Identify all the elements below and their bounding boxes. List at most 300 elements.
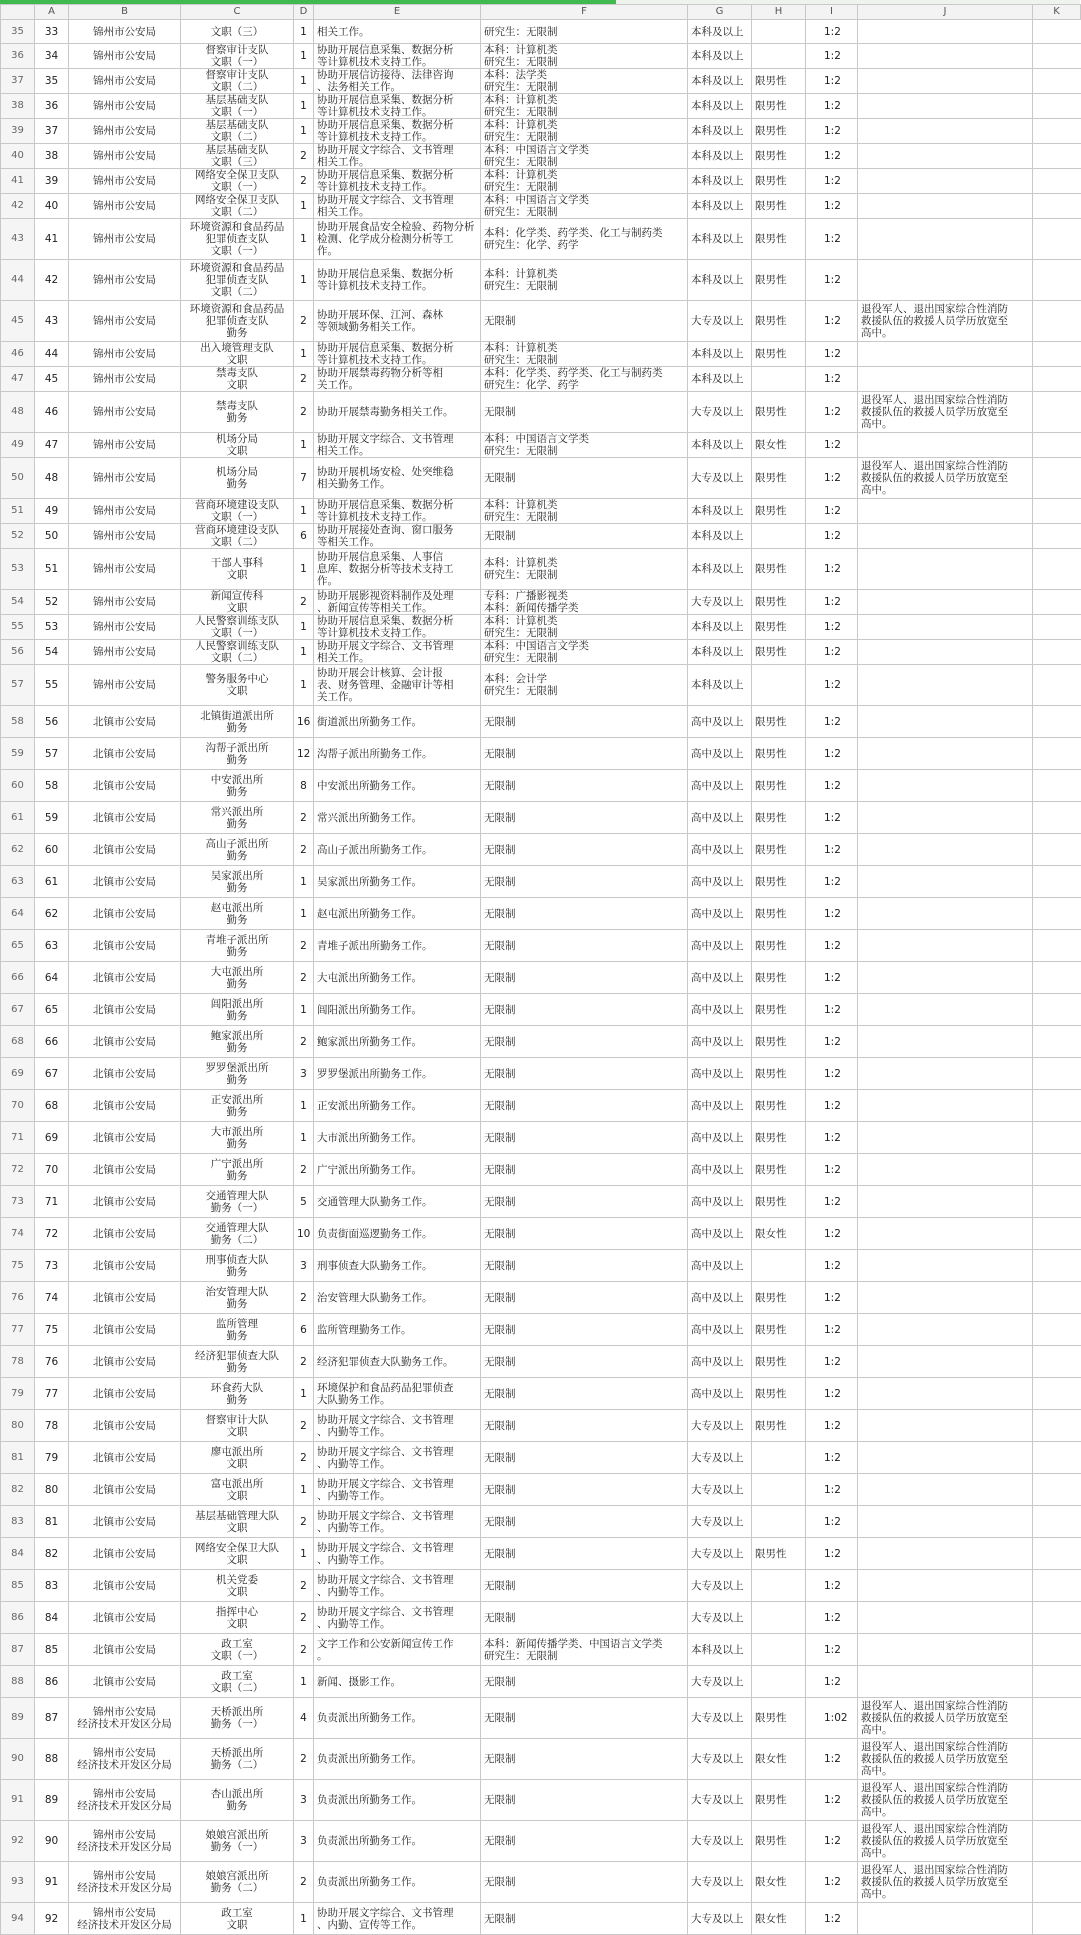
cell-g[interactable] xyxy=(688,367,752,392)
cell-a[interactable] xyxy=(35,260,69,301)
row-number[interactable]: 49 xyxy=(1,433,35,458)
cell-b[interactable] xyxy=(69,549,181,590)
cell-j[interactable] xyxy=(858,367,1033,392)
cell-k[interactable] xyxy=(1033,590,1081,615)
cell-c[interactable] xyxy=(181,1442,294,1474)
cell-f[interactable] xyxy=(481,69,688,94)
cell-d[interactable] xyxy=(294,194,314,219)
cell-k[interactable] xyxy=(1033,1903,1081,1935)
cell-d[interactable] xyxy=(294,1410,314,1442)
cell-b[interactable] xyxy=(69,1410,181,1442)
cell-i[interactable] xyxy=(806,1666,858,1698)
row-number[interactable]: 54 xyxy=(1,590,35,615)
cell-k[interactable] xyxy=(1033,1602,1081,1634)
cell-g[interactable] xyxy=(688,738,752,770)
cell-d[interactable] xyxy=(294,1218,314,1250)
cell-b[interactable] xyxy=(69,994,181,1026)
cell-b[interactable] xyxy=(69,706,181,738)
cell-b[interactable] xyxy=(69,1634,181,1666)
cell-g[interactable] xyxy=(688,219,752,260)
cell-g[interactable] xyxy=(688,169,752,194)
cell-e[interactable] xyxy=(314,392,481,433)
cell-i[interactable] xyxy=(806,706,858,738)
cell-g[interactable] xyxy=(688,1250,752,1282)
cell-j[interactable] xyxy=(858,44,1033,69)
cell-e[interactable] xyxy=(314,342,481,367)
cell-g[interactable] xyxy=(688,1442,752,1474)
cell-k[interactable] xyxy=(1033,1378,1081,1410)
cell-i[interactable] xyxy=(806,549,858,590)
cell-a[interactable] xyxy=(35,962,69,994)
cell-c[interactable] xyxy=(181,1698,294,1739)
cell-a[interactable] xyxy=(35,1634,69,1666)
cell-g[interactable] xyxy=(688,69,752,94)
cell-a[interactable] xyxy=(35,640,69,665)
cell-b[interactable] xyxy=(69,367,181,392)
cell-d[interactable] xyxy=(294,1026,314,1058)
cell-d[interactable] xyxy=(294,1250,314,1282)
cell-b[interactable] xyxy=(69,770,181,802)
cell-b[interactable] xyxy=(69,1666,181,1698)
cell-j[interactable] xyxy=(858,930,1033,962)
cell-c[interactable] xyxy=(181,770,294,802)
cell-d[interactable] xyxy=(294,770,314,802)
cell-j[interactable] xyxy=(858,994,1033,1026)
cell-e[interactable] xyxy=(314,994,481,1026)
cell-g[interactable] xyxy=(688,834,752,866)
cell-f[interactable] xyxy=(481,738,688,770)
cell-a[interactable] xyxy=(35,194,69,219)
cell-k[interactable] xyxy=(1033,458,1081,499)
cell-j[interactable] xyxy=(858,738,1033,770)
cell-h[interactable] xyxy=(752,1186,806,1218)
cell-c[interactable] xyxy=(181,44,294,69)
cell-h[interactable] xyxy=(752,1282,806,1314)
cell-c[interactable] xyxy=(181,665,294,706)
cell-c[interactable] xyxy=(181,392,294,433)
cell-d[interactable] xyxy=(294,119,314,144)
cell-d[interactable] xyxy=(294,1821,314,1862)
cell-f[interactable] xyxy=(481,1538,688,1570)
cell-k[interactable] xyxy=(1033,1090,1081,1122)
cell-e[interactable] xyxy=(314,1186,481,1218)
cell-g[interactable] xyxy=(688,194,752,219)
cell-a[interactable] xyxy=(35,433,69,458)
column-header-h[interactable]: H xyxy=(752,5,806,20)
cell-i[interactable] xyxy=(806,194,858,219)
cell-k[interactable] xyxy=(1033,194,1081,219)
cell-d[interactable] xyxy=(294,458,314,499)
cell-c[interactable] xyxy=(181,1346,294,1378)
cell-h[interactable] xyxy=(752,1090,806,1122)
column-header-j[interactable]: J xyxy=(858,5,1033,20)
cell-a[interactable] xyxy=(35,770,69,802)
cell-i[interactable] xyxy=(806,1739,858,1780)
cell-a[interactable] xyxy=(35,1602,69,1634)
cell-b[interactable] xyxy=(69,194,181,219)
cell-f[interactable] xyxy=(481,1570,688,1602)
cell-i[interactable] xyxy=(806,962,858,994)
cell-k[interactable] xyxy=(1033,1410,1081,1442)
cell-j[interactable] xyxy=(858,770,1033,802)
cell-k[interactable] xyxy=(1033,665,1081,706)
cell-d[interactable] xyxy=(294,834,314,866)
cell-c[interactable] xyxy=(181,834,294,866)
cell-f[interactable] xyxy=(481,433,688,458)
cell-j[interactable] xyxy=(858,1634,1033,1666)
column-header-e[interactable]: E xyxy=(314,5,481,20)
row-number[interactable]: 86 xyxy=(1,1602,35,1634)
cell-e[interactable] xyxy=(314,1739,481,1780)
cell-i[interactable] xyxy=(806,20,858,44)
column-header-c[interactable]: C xyxy=(181,5,294,20)
row-number[interactable]: 90 xyxy=(1,1739,35,1780)
cell-f[interactable] xyxy=(481,1442,688,1474)
cell-j[interactable] xyxy=(858,1122,1033,1154)
cell-g[interactable] xyxy=(688,44,752,69)
select-all-corner[interactable] xyxy=(1,5,35,20)
cell-e[interactable] xyxy=(314,260,481,301)
cell-f[interactable] xyxy=(481,1346,688,1378)
cell-g[interactable] xyxy=(688,1602,752,1634)
cell-a[interactable] xyxy=(35,1122,69,1154)
cell-h[interactable] xyxy=(752,1634,806,1666)
cell-b[interactable] xyxy=(69,169,181,194)
cell-g[interactable] xyxy=(688,1698,752,1739)
cell-c[interactable] xyxy=(181,706,294,738)
cell-c[interactable] xyxy=(181,94,294,119)
cell-e[interactable] xyxy=(314,1442,481,1474)
cell-g[interactable] xyxy=(688,590,752,615)
cell-j[interactable] xyxy=(858,802,1033,834)
cell-c[interactable] xyxy=(181,433,294,458)
row-number[interactable]: 81 xyxy=(1,1442,35,1474)
cell-g[interactable] xyxy=(688,549,752,590)
cell-d[interactable] xyxy=(294,1058,314,1090)
cell-k[interactable] xyxy=(1033,119,1081,144)
cell-c[interactable] xyxy=(181,1474,294,1506)
cell-e[interactable] xyxy=(314,458,481,499)
cell-i[interactable] xyxy=(806,1090,858,1122)
cell-c[interactable] xyxy=(181,1218,294,1250)
cell-h[interactable] xyxy=(752,802,806,834)
cell-e[interactable] xyxy=(314,1250,481,1282)
cell-d[interactable] xyxy=(294,219,314,260)
cell-i[interactable] xyxy=(806,640,858,665)
cell-d[interactable] xyxy=(294,1780,314,1821)
cell-f[interactable] xyxy=(481,962,688,994)
cell-j[interactable] xyxy=(858,962,1033,994)
cell-i[interactable] xyxy=(806,1154,858,1186)
cell-f[interactable] xyxy=(481,194,688,219)
row-number[interactable]: 52 xyxy=(1,524,35,549)
cell-j[interactable] xyxy=(858,1410,1033,1442)
cell-b[interactable] xyxy=(69,1090,181,1122)
cell-e[interactable] xyxy=(314,44,481,69)
cell-f[interactable] xyxy=(481,1026,688,1058)
cell-a[interactable] xyxy=(35,1666,69,1698)
cell-f[interactable] xyxy=(481,392,688,433)
cell-i[interactable] xyxy=(806,1602,858,1634)
cell-a[interactable] xyxy=(35,1442,69,1474)
cell-a[interactable] xyxy=(35,615,69,640)
cell-g[interactable] xyxy=(688,962,752,994)
cell-h[interactable] xyxy=(752,69,806,94)
cell-h[interactable] xyxy=(752,499,806,524)
cell-c[interactable] xyxy=(181,458,294,499)
cell-b[interactable] xyxy=(69,119,181,144)
cell-g[interactable] xyxy=(688,342,752,367)
cell-d[interactable] xyxy=(294,1346,314,1378)
cell-h[interactable] xyxy=(752,20,806,44)
cell-h[interactable] xyxy=(752,590,806,615)
cell-j[interactable] xyxy=(858,144,1033,169)
cell-c[interactable] xyxy=(181,342,294,367)
cell-j[interactable] xyxy=(858,499,1033,524)
cell-e[interactable] xyxy=(314,20,481,44)
cell-h[interactable] xyxy=(752,930,806,962)
cell-k[interactable] xyxy=(1033,549,1081,590)
cell-i[interactable] xyxy=(806,1218,858,1250)
cell-h[interactable] xyxy=(752,524,806,549)
cell-g[interactable] xyxy=(688,1903,752,1935)
cell-a[interactable] xyxy=(35,1538,69,1570)
cell-b[interactable] xyxy=(69,1250,181,1282)
cell-c[interactable] xyxy=(181,1634,294,1666)
cell-a[interactable] xyxy=(35,549,69,590)
cell-i[interactable] xyxy=(806,1570,858,1602)
cell-d[interactable] xyxy=(294,1282,314,1314)
cell-a[interactable] xyxy=(35,119,69,144)
cell-a[interactable] xyxy=(35,1903,69,1935)
cell-j[interactable] xyxy=(858,706,1033,738)
cell-i[interactable] xyxy=(806,69,858,94)
cell-h[interactable] xyxy=(752,549,806,590)
cell-f[interactable] xyxy=(481,301,688,342)
cell-f[interactable] xyxy=(481,898,688,930)
cell-h[interactable] xyxy=(752,706,806,738)
cell-i[interactable] xyxy=(806,219,858,260)
cell-i[interactable] xyxy=(806,524,858,549)
cell-i[interactable] xyxy=(806,144,858,169)
cell-a[interactable] xyxy=(35,342,69,367)
cell-h[interactable] xyxy=(752,1821,806,1862)
cell-c[interactable] xyxy=(181,524,294,549)
cell-a[interactable] xyxy=(35,994,69,1026)
cell-i[interactable] xyxy=(806,1282,858,1314)
row-number[interactable]: 40 xyxy=(1,144,35,169)
cell-d[interactable] xyxy=(294,1903,314,1935)
cell-g[interactable] xyxy=(688,994,752,1026)
row-number[interactable]: 59 xyxy=(1,738,35,770)
cell-k[interactable] xyxy=(1033,1474,1081,1506)
cell-e[interactable] xyxy=(314,144,481,169)
cell-c[interactable] xyxy=(181,219,294,260)
cell-a[interactable] xyxy=(35,1570,69,1602)
column-header-f[interactable]: F xyxy=(481,5,688,20)
cell-b[interactable] xyxy=(69,94,181,119)
cell-h[interactable] xyxy=(752,1154,806,1186)
cell-h[interactable] xyxy=(752,119,806,144)
cell-d[interactable] xyxy=(294,1634,314,1666)
cell-c[interactable] xyxy=(181,367,294,392)
cell-h[interactable] xyxy=(752,1026,806,1058)
cell-d[interactable] xyxy=(294,898,314,930)
cell-e[interactable] xyxy=(314,802,481,834)
cell-e[interactable] xyxy=(314,524,481,549)
cell-h[interactable] xyxy=(752,1739,806,1780)
cell-b[interactable] xyxy=(69,615,181,640)
cell-j[interactable] xyxy=(858,194,1033,219)
cell-k[interactable] xyxy=(1033,1780,1081,1821)
cell-d[interactable] xyxy=(294,367,314,392)
cell-e[interactable] xyxy=(314,898,481,930)
cell-a[interactable] xyxy=(35,1058,69,1090)
cell-b[interactable] xyxy=(69,590,181,615)
cell-i[interactable] xyxy=(806,1474,858,1506)
cell-f[interactable] xyxy=(481,1378,688,1410)
cell-c[interactable] xyxy=(181,169,294,194)
cell-h[interactable] xyxy=(752,1602,806,1634)
cell-h[interactable] xyxy=(752,433,806,458)
cell-h[interactable] xyxy=(752,898,806,930)
cell-c[interactable] xyxy=(181,119,294,144)
cell-e[interactable] xyxy=(314,69,481,94)
row-number[interactable]: 91 xyxy=(1,1780,35,1821)
cell-k[interactable] xyxy=(1033,706,1081,738)
cell-f[interactable] xyxy=(481,1739,688,1780)
cell-j[interactable] xyxy=(858,458,1033,499)
cell-b[interactable] xyxy=(69,392,181,433)
row-number[interactable]: 85 xyxy=(1,1570,35,1602)
cell-c[interactable] xyxy=(181,738,294,770)
cell-a[interactable] xyxy=(35,802,69,834)
cell-j[interactable] xyxy=(858,1506,1033,1538)
cell-f[interactable] xyxy=(481,930,688,962)
cell-j[interactable] xyxy=(858,1218,1033,1250)
cell-f[interactable] xyxy=(481,342,688,367)
cell-e[interactable] xyxy=(314,1780,481,1821)
cell-a[interactable] xyxy=(35,1739,69,1780)
cell-g[interactable] xyxy=(688,665,752,706)
cell-k[interactable] xyxy=(1033,144,1081,169)
cell-a[interactable] xyxy=(35,1314,69,1346)
cell-k[interactable] xyxy=(1033,802,1081,834)
cell-g[interactable] xyxy=(688,20,752,44)
cell-j[interactable] xyxy=(858,665,1033,706)
cell-g[interactable] xyxy=(688,1154,752,1186)
cell-c[interactable] xyxy=(181,20,294,44)
cell-j[interactable] xyxy=(858,1378,1033,1410)
cell-k[interactable] xyxy=(1033,640,1081,665)
cell-g[interactable] xyxy=(688,706,752,738)
cell-j[interactable] xyxy=(858,834,1033,866)
cell-f[interactable] xyxy=(481,1090,688,1122)
cell-g[interactable] xyxy=(688,260,752,301)
cell-b[interactable] xyxy=(69,640,181,665)
cell-e[interactable] xyxy=(314,1346,481,1378)
cell-i[interactable] xyxy=(806,260,858,301)
cell-e[interactable] xyxy=(314,866,481,898)
cell-g[interactable] xyxy=(688,1090,752,1122)
cell-k[interactable] xyxy=(1033,866,1081,898)
cell-h[interactable] xyxy=(752,665,806,706)
cell-d[interactable] xyxy=(294,930,314,962)
cell-e[interactable] xyxy=(314,1903,481,1935)
cell-j[interactable] xyxy=(858,1821,1033,1862)
cell-j[interactable] xyxy=(858,1250,1033,1282)
cell-d[interactable] xyxy=(294,802,314,834)
cell-e[interactable] xyxy=(314,1218,481,1250)
cell-e[interactable] xyxy=(314,615,481,640)
row-number[interactable]: 92 xyxy=(1,1821,35,1862)
cell-f[interactable] xyxy=(481,640,688,665)
cell-g[interactable] xyxy=(688,1410,752,1442)
cell-d[interactable] xyxy=(294,590,314,615)
cell-e[interactable] xyxy=(314,590,481,615)
cell-g[interactable] xyxy=(688,1346,752,1378)
cell-a[interactable] xyxy=(35,20,69,44)
cell-e[interactable] xyxy=(314,706,481,738)
cell-c[interactable] xyxy=(181,1282,294,1314)
cell-j[interactable] xyxy=(858,1602,1033,1634)
cell-k[interactable] xyxy=(1033,499,1081,524)
cell-d[interactable] xyxy=(294,1314,314,1346)
cell-h[interactable] xyxy=(752,866,806,898)
cell-e[interactable] xyxy=(314,1282,481,1314)
cell-c[interactable] xyxy=(181,1154,294,1186)
cell-c[interactable] xyxy=(181,1821,294,1862)
cell-j[interactable] xyxy=(858,615,1033,640)
cell-d[interactable] xyxy=(294,1602,314,1634)
cell-h[interactable] xyxy=(752,994,806,1026)
cell-k[interactable] xyxy=(1033,994,1081,1026)
cell-e[interactable] xyxy=(314,1666,481,1698)
cell-d[interactable] xyxy=(294,69,314,94)
cell-a[interactable] xyxy=(35,665,69,706)
cell-h[interactable] xyxy=(752,834,806,866)
cell-b[interactable] xyxy=(69,1862,181,1903)
cell-j[interactable] xyxy=(858,1346,1033,1378)
cell-a[interactable] xyxy=(35,1186,69,1218)
cell-j[interactable] xyxy=(858,1186,1033,1218)
cell-k[interactable] xyxy=(1033,524,1081,549)
cell-i[interactable] xyxy=(806,1346,858,1378)
cell-d[interactable] xyxy=(294,1862,314,1903)
cell-a[interactable] xyxy=(35,1250,69,1282)
cell-g[interactable] xyxy=(688,1780,752,1821)
cell-j[interactable] xyxy=(858,1903,1033,1935)
cell-b[interactable] xyxy=(69,20,181,44)
cell-c[interactable] xyxy=(181,802,294,834)
cell-g[interactable] xyxy=(688,301,752,342)
cell-j[interactable] xyxy=(858,1026,1033,1058)
cell-f[interactable] xyxy=(481,1218,688,1250)
row-number[interactable]: 44 xyxy=(1,260,35,301)
cell-h[interactable] xyxy=(752,301,806,342)
cell-a[interactable] xyxy=(35,1378,69,1410)
cell-e[interactable] xyxy=(314,1538,481,1570)
cell-i[interactable] xyxy=(806,866,858,898)
cell-g[interactable] xyxy=(688,898,752,930)
cell-e[interactable] xyxy=(314,1698,481,1739)
cell-h[interactable] xyxy=(752,458,806,499)
cell-b[interactable] xyxy=(69,930,181,962)
row-number[interactable]: 61 xyxy=(1,802,35,834)
cell-c[interactable] xyxy=(181,499,294,524)
cell-b[interactable] xyxy=(69,1186,181,1218)
cell-f[interactable] xyxy=(481,1780,688,1821)
